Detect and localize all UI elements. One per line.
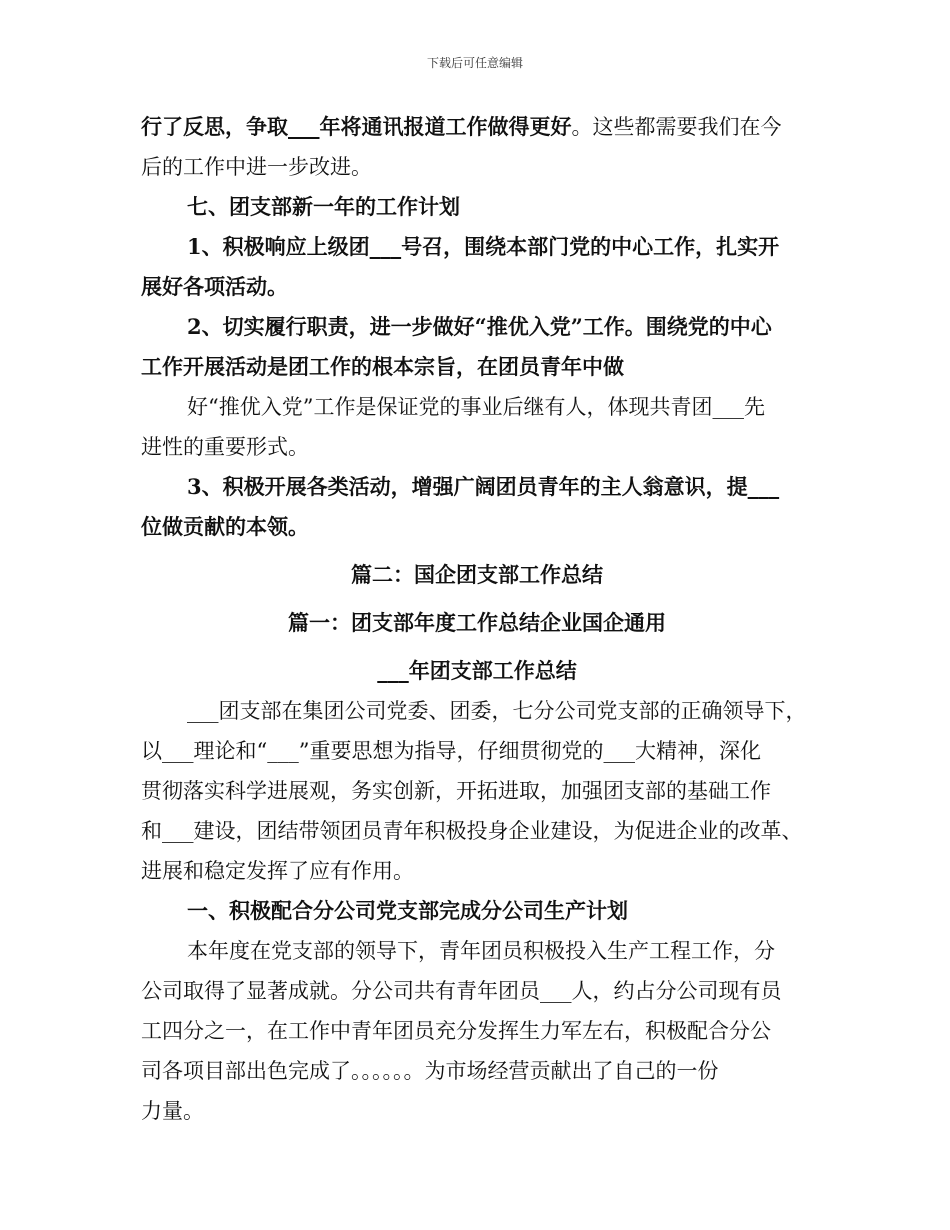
paragraph-line: 本年度在党支部的领导下，青年团员积极投入生产工程工作，分 — [187, 939, 775, 963]
article-title: 篇一：团支部年度工作总结企业国企通用 — [288, 610, 666, 635]
paragraph-line: 以___理论和“___”重要思想为指导，仔细贯彻党的___大精神，深化 — [141, 739, 761, 763]
section-heading: 一、积极配合分公司党支部完成分公司生产计划 — [187, 898, 628, 923]
paragraph-line: 司各项目部出色完成了。。。。。。为市场经营贡献出了自己的一份 — [141, 1059, 719, 1083]
paragraph-line: 后的工作中进一步改进。 — [141, 155, 372, 179]
paragraph-line: 公司取得了显著成就。分公司共有青年团员___人，约占分公司现有员 — [141, 979, 782, 1003]
document-body — [141, 108, 813, 1130]
plan-item-1: 1、积极响应上级团___号召，围绕本部门党的中心工作，扎实开 — [187, 234, 780, 259]
page-header: 下载后可任意编辑 — [426, 56, 523, 70]
plan-item-2: 2、切实履行职责，进一步做好“推优入党”工作。围绕党的中心 — [187, 314, 772, 339]
paragraph-line: 贯彻落实科学进展观，务实创新，开拓进取，加强团支部的基础工作 — [141, 779, 771, 803]
paragraph-line: 力量。 — [141, 1099, 204, 1123]
paragraph-line: 进性的重要形式。 — [141, 435, 309, 459]
plan-item-1-cont: 展好各项活动。 — [141, 274, 288, 299]
plan-item-3-cont: 位做贡献的本领。 — [141, 514, 309, 539]
section-heading: 七、团支部新一年的工作计划 — [187, 194, 460, 219]
paragraph-line: 工四分之一，在工作中青年团员充分发挥生力军左右，积极配合分公 — [141, 1019, 771, 1043]
document-title: ___年团支部工作总结 — [377, 658, 577, 683]
paragraph-line: 进展和稳定发挥了应有作用。 — [141, 859, 414, 883]
plain-text: 。这些都需要我们在今 — [571, 115, 782, 139]
paragraph-line: ___团支部在集团公司党委、团委，七分公司党支部的正确领导下， — [187, 699, 807, 723]
paragraph-line: 好“推优入党”工作是保证党的事业后继有人，体现共青团___先 — [187, 395, 765, 419]
plan-item-3: 3、积极开展各类活动，增强广阔团员青年的主人翁意识，提___ — [187, 474, 780, 499]
paragraph-line — [141, 108, 813, 146]
bold-text: 行了反思，争取___年将通讯报道工作做得更好 — [141, 114, 572, 139]
plan-item-2-cont: 工作开展活动是团工作的根本宗旨，在团员青年中做 — [141, 354, 624, 379]
chapter-title: 篇二：国企团支部工作总结 — [351, 562, 603, 587]
paragraph-line: 和___建设，团结带领团员青年积极投身企业建设，为促进企业的改革、 — [141, 819, 803, 843]
